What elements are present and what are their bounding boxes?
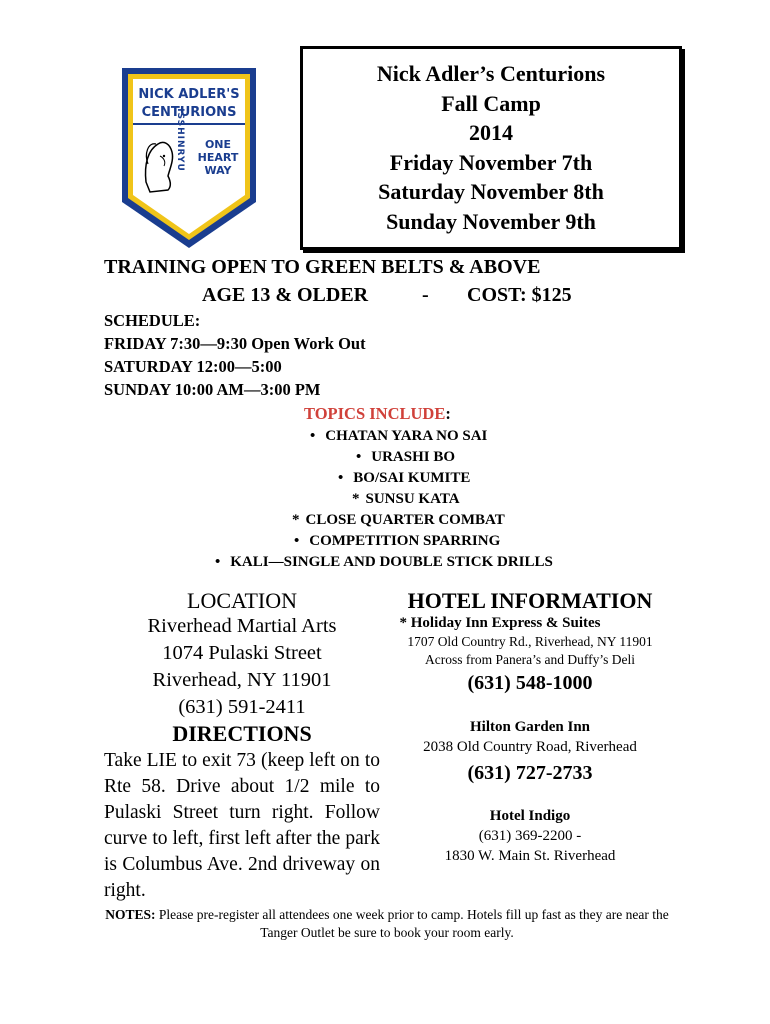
shield-icon <box>118 64 260 252</box>
location-line: Riverhead, NY 11901 <box>152 669 332 691</box>
directions-text: Take LIE to exit 73 (keep left on to Rte 58. Drive about 1/2 mile to Pulaski Street turn right. Follow curve to left, first left after the park is Columbus Ave. 2nd driveway on right. <box>104 750 380 901</box>
bullet-icon: • <box>310 428 316 444</box>
holiday-inn-note: Across from Panera’s and Duffy’s Deli <box>424 652 636 667</box>
topic-item <box>215 554 553 571</box>
topic-item <box>310 428 487 445</box>
logo-line2: CENTURIONS <box>141 105 237 120</box>
centurions-logo <box>118 64 260 252</box>
notes-label: NOTES: <box>105 907 156 922</box>
schedule-item: SUNDAY 10:00 AM—3:00 PM <box>104 380 321 399</box>
topics-label: TOPICS INCLUDE <box>304 404 446 423</box>
indigo-phone: (631) 369-2200 - <box>478 828 582 844</box>
directions-heading: DIRECTIONS <box>172 721 312 746</box>
cost: COST: $125 <box>467 284 572 306</box>
training-line: TRAINING OPEN TO GREEN BELTS & ABOVE <box>104 256 541 278</box>
hilton-name: Hilton Garden Inn <box>469 719 591 735</box>
topic-text: URASHI BO <box>371 449 456 465</box>
indigo-name: Hotel Indigo <box>489 808 571 824</box>
topic-item <box>294 533 500 550</box>
holiday-inn-name: * Holiday Inn Express & Suites <box>399 615 601 631</box>
age-requirement: AGE 13 & OLDER <box>202 284 369 306</box>
logo-motto-3: WAY <box>204 164 232 177</box>
asterisk-icon: * <box>352 491 360 507</box>
schedule-item: FRIDAY 7:30—9:30 Open Work Out <box>104 334 366 353</box>
title-line: Saturday November 8th <box>378 179 604 204</box>
logo-motto-2: HEART <box>197 151 239 164</box>
notes <box>104 906 670 942</box>
topic-text: KALI—SINGLE AND DOUBLE STICK DRILLS <box>230 554 553 570</box>
topic-text: CLOSE QUARTER COMBAT <box>305 512 505 528</box>
location-line: 1074 Pulaski Street <box>162 642 322 664</box>
hilton-address: 2038 Old Country Road, Riverhead <box>423 739 637 755</box>
topic-item <box>352 491 460 508</box>
logo-motto-1: ONE <box>204 138 232 151</box>
title-box <box>300 46 682 250</box>
topic-item <box>356 449 455 466</box>
hotel-heading: HOTEL INFORMATION <box>407 588 653 613</box>
location-line: Riverhead Martial Arts <box>147 615 337 637</box>
topics-colon: : <box>445 404 451 423</box>
hilton-phone: (631) 727-2733 <box>467 762 593 784</box>
topic-item <box>338 470 470 487</box>
bullet-icon: • <box>294 533 300 549</box>
topic-text: CHATAN YARA NO SAI <box>325 428 488 444</box>
title-line: 2014 <box>469 120 513 145</box>
location-heading: LOCATION <box>187 588 297 613</box>
bullet-icon: • <box>215 554 221 570</box>
logo-vertical: ISSHINRYU <box>175 108 185 172</box>
title-line: Friday November 7th <box>389 149 593 175</box>
asterisk-icon: * <box>292 512 300 528</box>
title-line: Sunday November 9th <box>386 208 596 234</box>
bullet-icon: • <box>338 470 344 486</box>
notes-text: Please pre-register all attendees one week prior to camp. Hotels fill up fast as they are near the Tanger Outlet be sure to book your room early. <box>155 907 669 940</box>
topics-heading <box>304 404 451 424</box>
title-line: Nick Adler’s Centurions <box>376 61 606 86</box>
topic-text: BO/SAI KUMITE <box>353 470 471 486</box>
schedule-heading: SCHEDULE: <box>104 311 201 330</box>
logo-line1: NICK ADLER'S <box>138 87 240 102</box>
indigo-address: 1830 W. Main St. Riverhead <box>444 848 616 864</box>
title-line: Fall Camp <box>441 90 541 116</box>
schedule-item: SATURDAY 12:00—5:00 <box>104 357 282 376</box>
bullet-icon: • <box>356 449 362 465</box>
holiday-inn-address: 1707 Old Country Rd., Riverhead, NY 11901 <box>407 634 653 649</box>
location-line: (631) 591-2411 <box>178 696 306 718</box>
separator-dash: - <box>422 284 429 306</box>
holiday-inn-phone: (631) 548-1000 <box>467 672 593 694</box>
topic-text: SUNSU KATA <box>365 491 460 507</box>
topic-text: COMPETITION SPARRING <box>309 533 501 549</box>
topic-item <box>292 512 505 529</box>
